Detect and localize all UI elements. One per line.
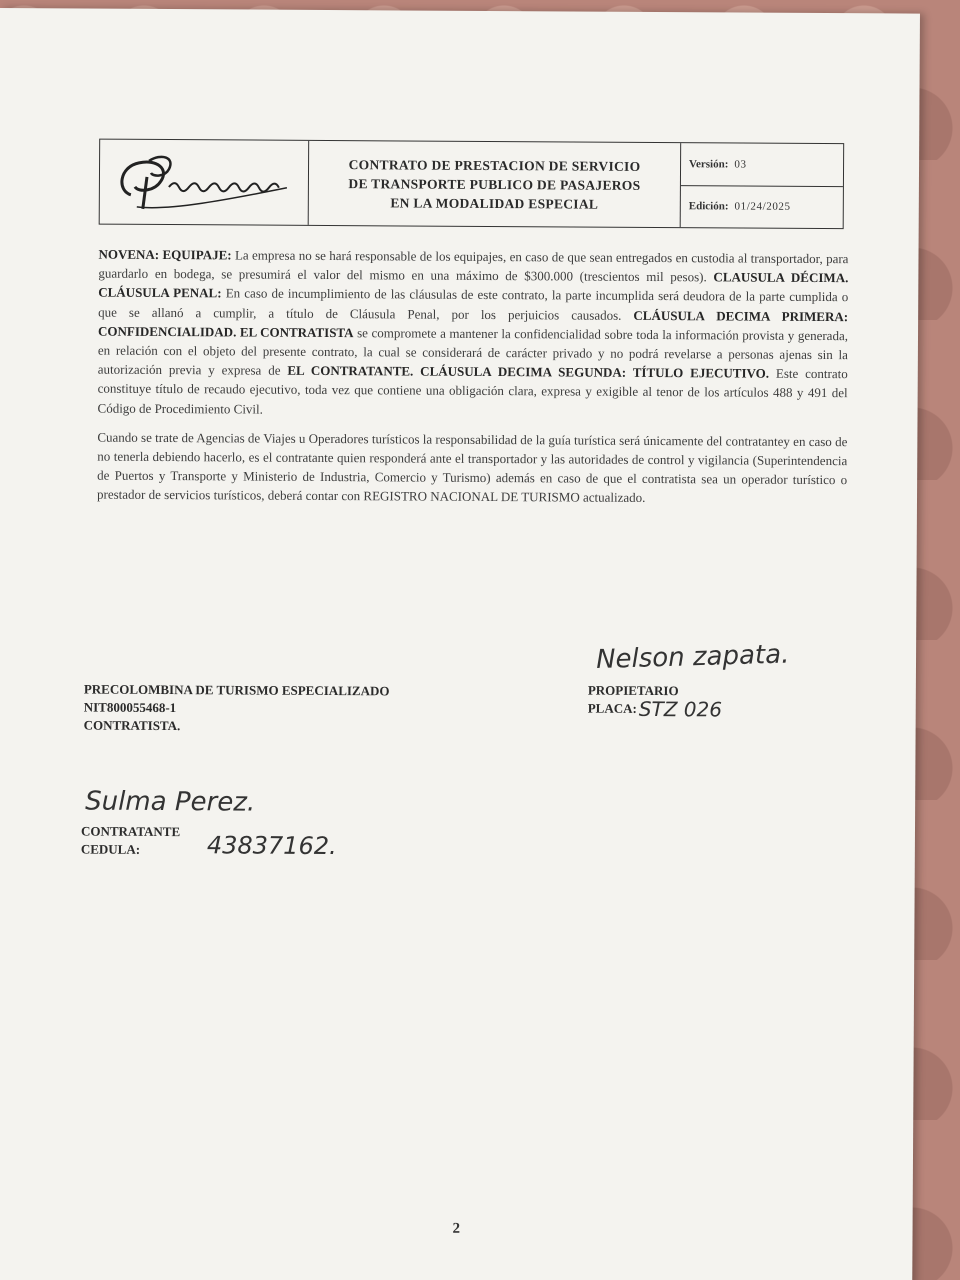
plate-value: STZ 026 — [638, 696, 723, 722]
edition-row — [681, 185, 843, 228]
plate-label: PLACA: — [587, 700, 637, 716]
clause-eleventh-text: se compromete a mantener la confidencialidad sobre toda la información provista y generada, en relación con el objeto del presente contrato, la cual se considerará de carácter privado y no podrá revelarse a personas ajenas sin la autorización previa y expresa de — [97, 324, 849, 378]
clause-ninth-text: La empresa no se hará responsable de los equipajes, en caso de que sean entregados en custodia al transportador, para guardarlo en bodega, se presumirá el valor del mismo en una máximo de $300.000 (trescientos mil pesos). — [98, 247, 849, 285]
clause-tenth-heading: CLAUSULA DÉCIMA. CLÁUSULA PENAL: — [98, 269, 849, 301]
contract-title — [309, 141, 682, 227]
client-role: CONTRATANTE — [80, 823, 181, 840]
company-logo — [100, 140, 310, 225]
client-block — [81, 823, 180, 860]
title-line-1: CONTRATO DE PRESTACION DE SERVICIO — [348, 156, 641, 174]
owner-block — [587, 682, 723, 722]
contractor-role: CONTRATISTA. — [83, 717, 181, 734]
tourism-paragraph: Cuando se trate de Agencias de Viajes u Operadores turísticos la responsabilidad de la guía turística será únicamente del contratantey en caso de no tenerla debiendo hacerlo, es el contratante quien responderá ante el transportador y las autoridades de control y vigilancia (Superintendencia de Puertos y Transporte y Ministerio de Industria, Comercio y Turismo) además en caso de que el contratista sea un operador turístico o prestador de servicios turísticos, deberá contar con REGISTRO NACIONAL DE TURISMO actualizado. — [96, 429, 848, 506]
version-value: 03 — [734, 158, 747, 171]
client-signature: Sulma Perez. — [85, 786, 256, 818]
id-label: CEDULA: — [80, 841, 141, 857]
title-line-3: EN LA MODALIDAD ESPECIAL — [390, 194, 599, 212]
logo-script-image — [109, 147, 299, 218]
document-page — [0, 8, 920, 1280]
clause-ninth-heading: NOVENA: EQUIPAJE: — [98, 246, 232, 263]
contractor-name: PRECOLOMBINA DE TURISMO ESPECIALIZADO — [83, 681, 390, 699]
clause-tenth-text: En caso de incumplimiento de las cláusulas de este contrato, la parte incumplida será deudora de la parte cumplida o que se allanó a cumplir, a título de Cláusula Penal, por los perjuicios causados. — [98, 285, 849, 323]
version-info — [681, 143, 844, 228]
contractor-block — [84, 681, 390, 737]
contractor-nit: NIT800055468-1 — [83, 699, 177, 716]
document-header — [99, 139, 845, 230]
client-id-number: 43837162. — [206, 831, 337, 861]
clauses-paragraph — [98, 245, 849, 422]
clause-twelfth-text: Este contrato constituye título de recaudo ejecutivo, toda vez que contiene una obligación clara, expresa y exigible al tenor de los artículos 488 y 491 del Código de Procedimiento Civil. — [97, 365, 848, 417]
edition-label: Edición: — [688, 200, 729, 213]
clause-eleventh-heading: CLÁUSULA DECIMA PRIMERA: CONFIDENCIALIDAD. EL CONTRATISTA — [97, 307, 849, 340]
edition-value: 01/24/2025 — [734, 200, 791, 214]
version-row — [681, 143, 843, 185]
plate-row — [587, 696, 723, 722]
clause-twelfth-heading: EL CONTRATANTE. CLÁUSULA DECIMA SEGUNDA: TÍTULO EJECUTIVO. — [287, 362, 770, 381]
page-number: 2 — [452, 1220, 461, 1237]
title-line-2: DE TRANSPORTE PUBLICO DE PASAJEROS — [348, 175, 641, 193]
version-label: Versión: — [689, 157, 729, 171]
contract-body — [97, 245, 849, 519]
owner-signature: Nelson zapata. — [595, 639, 790, 676]
owner-role: PROPIETARIO — [587, 682, 679, 699]
